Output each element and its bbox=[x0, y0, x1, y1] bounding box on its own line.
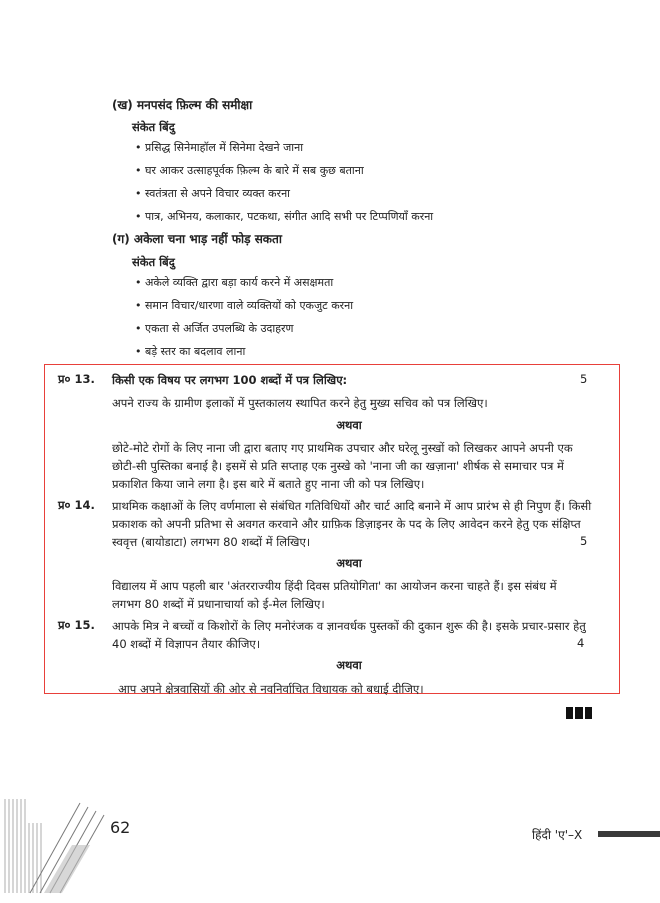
q14-alt-line: विद्यालय में आप पहली बार 'अंतरराज्यीय हिंदी दिवस प्रतियोगिता' का आयोजन करना चाहते हैं। इस संबंध में bbox=[112, 579, 557, 593]
section-kha-bullet: • पात्र, अभिनय, कलाकार, पटकथा, संगीत आदि सभी पर टिप्पणियाँ करना bbox=[135, 210, 434, 223]
q15-marks: 4 bbox=[577, 636, 585, 650]
q14-line: प्राथमिक कक्षाओं के लिए वर्णमाला से संबंधित गतिविधियों और चार्ट आदि बनाने में आप प्रारंभ से ही निपुण हैं। किसी bbox=[112, 499, 592, 513]
section-kha-bullet: • प्रसिद्ध सिनेमाहॉल में सिनेमा देखने जाना bbox=[135, 141, 304, 154]
section-ga-bullet: • एकता से अर्जित उपलब्धि के उदाहरण bbox=[135, 322, 294, 335]
q14-number: प्र० 14. bbox=[58, 498, 95, 512]
q14-or: अथवा bbox=[336, 556, 362, 570]
footer-decoration-icon bbox=[0, 793, 110, 903]
q13-or: अथवा bbox=[336, 418, 362, 432]
q14-line: प्रकाशक को अपनी प्रतिभा से अवगत करवाने और ग्राफ़िक डिज़ाइनर के पद के लिए आवेदन करने हेतु एक संक्षिप्त bbox=[112, 517, 581, 531]
q14-marks: 5 bbox=[580, 534, 588, 548]
q15-line: 40 शब्दों में विज्ञापन तैयार कीजिए। bbox=[112, 637, 261, 651]
q15-alt-line: आप अपने क्षेत्रवासियों की ओर से नवनिर्वाचित विधायक को बधाई दीजिए। bbox=[118, 682, 424, 696]
section-kha-title: (ख) मनपसंद फ़िल्म की समीक्षा bbox=[112, 98, 253, 112]
section-kha-bullet: • घर आकर उत्साहपूर्वक फ़िल्म के बारे में सब कुछ बताना bbox=[135, 164, 364, 177]
section-ga-bullet: • अकेले व्यक्ति द्वारा बड़ा कार्य करने में असक्षमता bbox=[135, 276, 334, 289]
q15-line: आपके मित्र ने बच्चों व किशोरों के लिए मनोरंजक व ज्ञानवर्धक पुस्तकों की दुकान शुरू की है। इसके प्रचार-प्रसार हेतु bbox=[112, 619, 586, 633]
q13-alt-line: छोटी-सी पुस्तिका बनाई है। इसमें से प्रति सप्ताह एक नुस्खे को 'नाना जी का खज़ाना' शीर्षक से समाचार पत्र में bbox=[112, 459, 564, 473]
section-ga-title: (ग) अकेला चना भाड़ नहीं फोड़ सकता bbox=[112, 232, 282, 246]
section-ga-bullet: • समान विचार/धारणा वाले व्यक्तियों को एकजुट करना bbox=[135, 299, 354, 312]
q14-line: स्ववृत्त (बायोडाटा) लगभग 80 शब्दों में लिखिए। bbox=[112, 535, 311, 549]
q13-line: अपने राज्य के ग्रामीण इलाकों में पुस्तकालय स्थापित करने हेतु मुख्य सचिव को पत्र लिखिए। bbox=[112, 396, 488, 410]
q13-text: किसी एक विषय पर लगभग 100 शब्दों में पत्र लिखिए: bbox=[112, 373, 348, 387]
footer-bar bbox=[598, 831, 660, 837]
end-mark-icon bbox=[566, 707, 592, 719]
q13-alt-line: प्रकाशित किया जाने लगा है। इस बारे में बताते हुए नाना जी को पत्र लिखिए। bbox=[112, 477, 425, 491]
q15-or: अथवा bbox=[336, 658, 362, 672]
q15-number: प्र० 15. bbox=[58, 618, 95, 632]
section-ga-hint-label: संकेत बिंदु bbox=[132, 255, 175, 269]
page-number: 62 bbox=[110, 818, 131, 837]
section-kha-hint-label: संकेत बिंदु bbox=[132, 120, 175, 134]
book-title: हिंदी 'ए'–X bbox=[532, 828, 583, 842]
q13-marks: 5 bbox=[580, 372, 588, 386]
section-kha-bullet: • स्वतंत्रता से अपने विचार व्यक्त करना bbox=[135, 187, 291, 200]
q13-alt-line: छोटे-मोटे रोगों के लिए नाना जी द्वारा बताए गए प्राथमिक उपचार और घरेलू नुस्खों को लिखकर आपने अपनी एक bbox=[112, 441, 573, 455]
q13-number: प्र० 13. bbox=[58, 372, 95, 386]
q14-alt-line: लगभग 80 शब्दों में प्रधानाचार्या को ई-मेल लिखिए। bbox=[112, 597, 325, 611]
section-ga-bullet: • बड़े स्तर का बदलाव लाना bbox=[135, 345, 246, 358]
